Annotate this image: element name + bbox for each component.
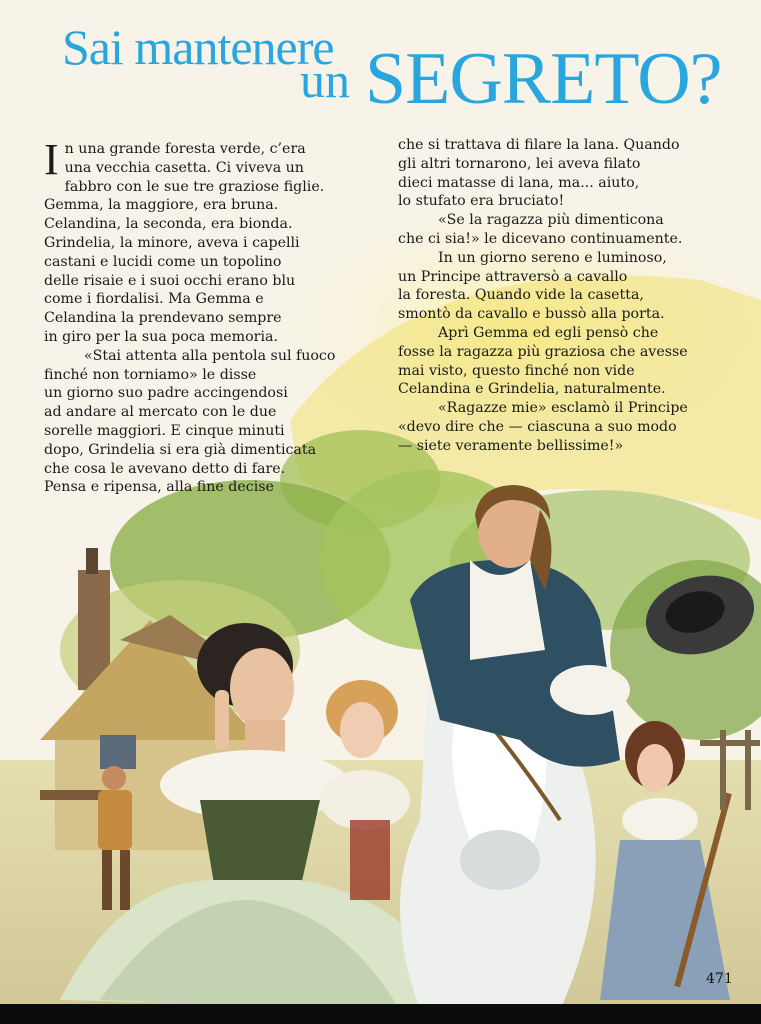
- story-paragraph: «Se la ragazza più dimenticona: [438, 212, 664, 229]
- story-paragraph: fosse la ragazza più graziosa che avesse mai visto, questo finché non vide Celandina e Grindelia, naturalmente.: [398, 343, 688, 398]
- page-title-line2-large: SEGRETO?: [365, 38, 722, 120]
- drop-cap: I: [44, 135, 59, 184]
- story-paragraph: «Stai attenta alla pentola sul fuoco: [84, 347, 336, 364]
- story-paragraph: che ci sia!» le dicevano continuamente.: [398, 230, 683, 247]
- story-paragraph: finché non torniamo» le disse un giorno suo padre accingendosi ad andare al mercato con le due sorelle maggiori. E cinque minuti dopo, Grindelia si era già dimenticata che cosa le avevano detto di fare. Pensa e ripensa, alla fine decise: [44, 366, 317, 496]
- story-column-left: [44, 135, 384, 497]
- story-paragraph: «devo dire che — ciascuna a suo modo — siete veramente bellissime!»: [398, 418, 677, 454]
- story-paragraph: «Ragazze mie» esclamò il Principe: [438, 400, 688, 417]
- story-paragraph: che si trattava di filare la lana. Quando gli altri tornarono, lei aveva filato dieci matasse di lana, ma... aiuto, lo stufato era bruciato!: [398, 137, 680, 210]
- story-paragraph: un Principe attraversò a cavallo la foresta. Quando vide la casetta, smontò da cavallo e bussò alla porta.: [398, 268, 665, 323]
- page-title-line1: Sai mantenere: [62, 19, 334, 75]
- bottom-edge-bar: [0, 1004, 761, 1024]
- page-title-line2-small: un: [300, 52, 350, 108]
- story-paragraph: Aprì Gemma ed egli pensò che: [438, 324, 659, 341]
- story-paragraph: In un giorno sereno e luminoso,: [438, 249, 667, 266]
- story-column-right: [398, 136, 738, 456]
- story-paragraph: n una grande foresta verde, c’era una vecchia casetta. Ci viveva un fabbro con le sue tre graziose figlie. Gemma, la maggiore, era bruna. Celandina, la seconda, era bionda. Grindelia, la minore, aveva i capelli castani e lucidi come un topolino delle risaie e i suoi occhi erano blu come i fiordalisi. Ma Gemma e Celandina la prendevano sempre in giro per la sua poca memoria.: [44, 141, 325, 345]
- page-number: 471: [706, 971, 733, 987]
